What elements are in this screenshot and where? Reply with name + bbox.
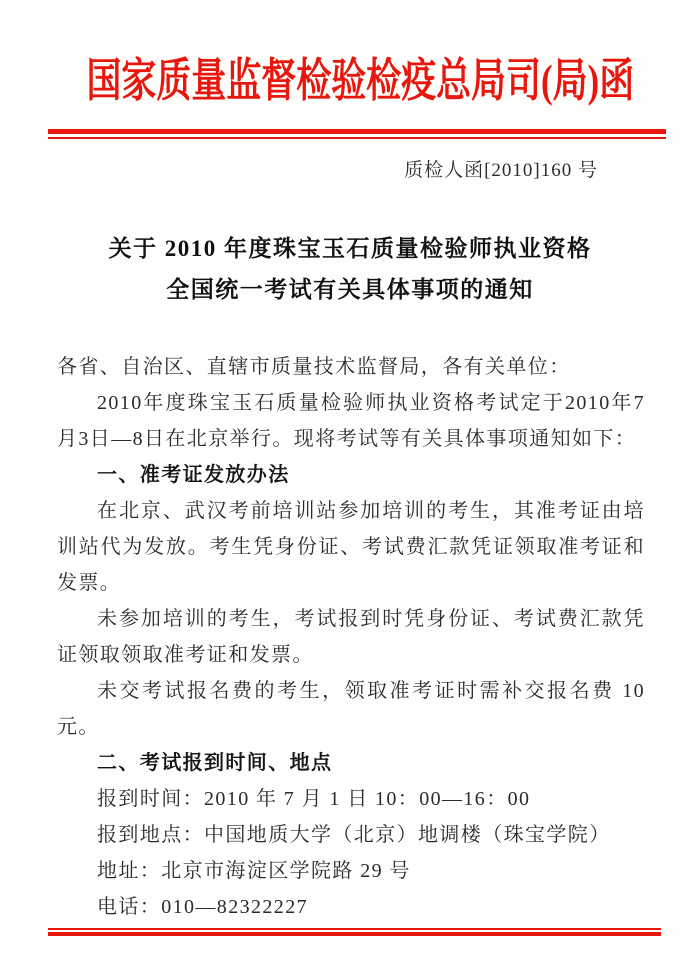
section1-paragraph3: 未交考试报名费的考生，领取准考证时需补交报名费 10元。 (57, 680, 645, 738)
address-line: 地址：北京市海淀区学院路 29 号 (97, 860, 411, 882)
footer-divider (48, 928, 661, 936)
document-number: 质检人函[2010]160 号 (404, 160, 598, 181)
letterhead-title: 国家质量监督检验检疫总局司(局)函 (86, 55, 635, 106)
salutation: 各省、自治区、直辖市质量技术监督局，各有关单位： (57, 356, 571, 378)
document-body (57, 349, 645, 925)
document-title-line1: 关于 2010 年度珠宝玉石质量检验师执业资格 (108, 236, 592, 261)
report-location-line: 报到地点：中国地质大学（北京）地调楼（珠宝学院） (97, 824, 611, 846)
section1-paragraph1: 在北京、武汉考前培训站参加培训的考生，其准考证由培训站代为发放。考生凭身份证、考试费汇款凭证领取准考证和发票。 (57, 500, 645, 594)
section2-heading: 二、考试报到时间、地点 (97, 752, 333, 774)
document-title (0, 228, 700, 310)
letterhead-divider (48, 129, 666, 139)
intro-paragraph: 2010年度珠宝玉石质量检验师执业资格考试定于2010年7月3日—8日在北京举行。现将考试等有关具体事项通知如下： (57, 392, 645, 450)
phone-line: 电话：010—82322227 (97, 896, 308, 918)
report-time-line: 报到时间：2010 年 7 月 1 日 10：00—16：00 (97, 788, 531, 810)
section1-heading: 一、准考证发放办法 (97, 464, 290, 486)
document-title-line2: 全国统一考试有关具体事项的通知 (166, 277, 534, 302)
footer-thick-line (48, 932, 661, 936)
letterhead (0, 55, 700, 107)
divider-thin-line (48, 137, 666, 139)
section1-paragraph2: 未参加培训的考生，考试报到时凭身份证、考试费汇款凭证领取领取准考证和发票。 (57, 608, 645, 666)
